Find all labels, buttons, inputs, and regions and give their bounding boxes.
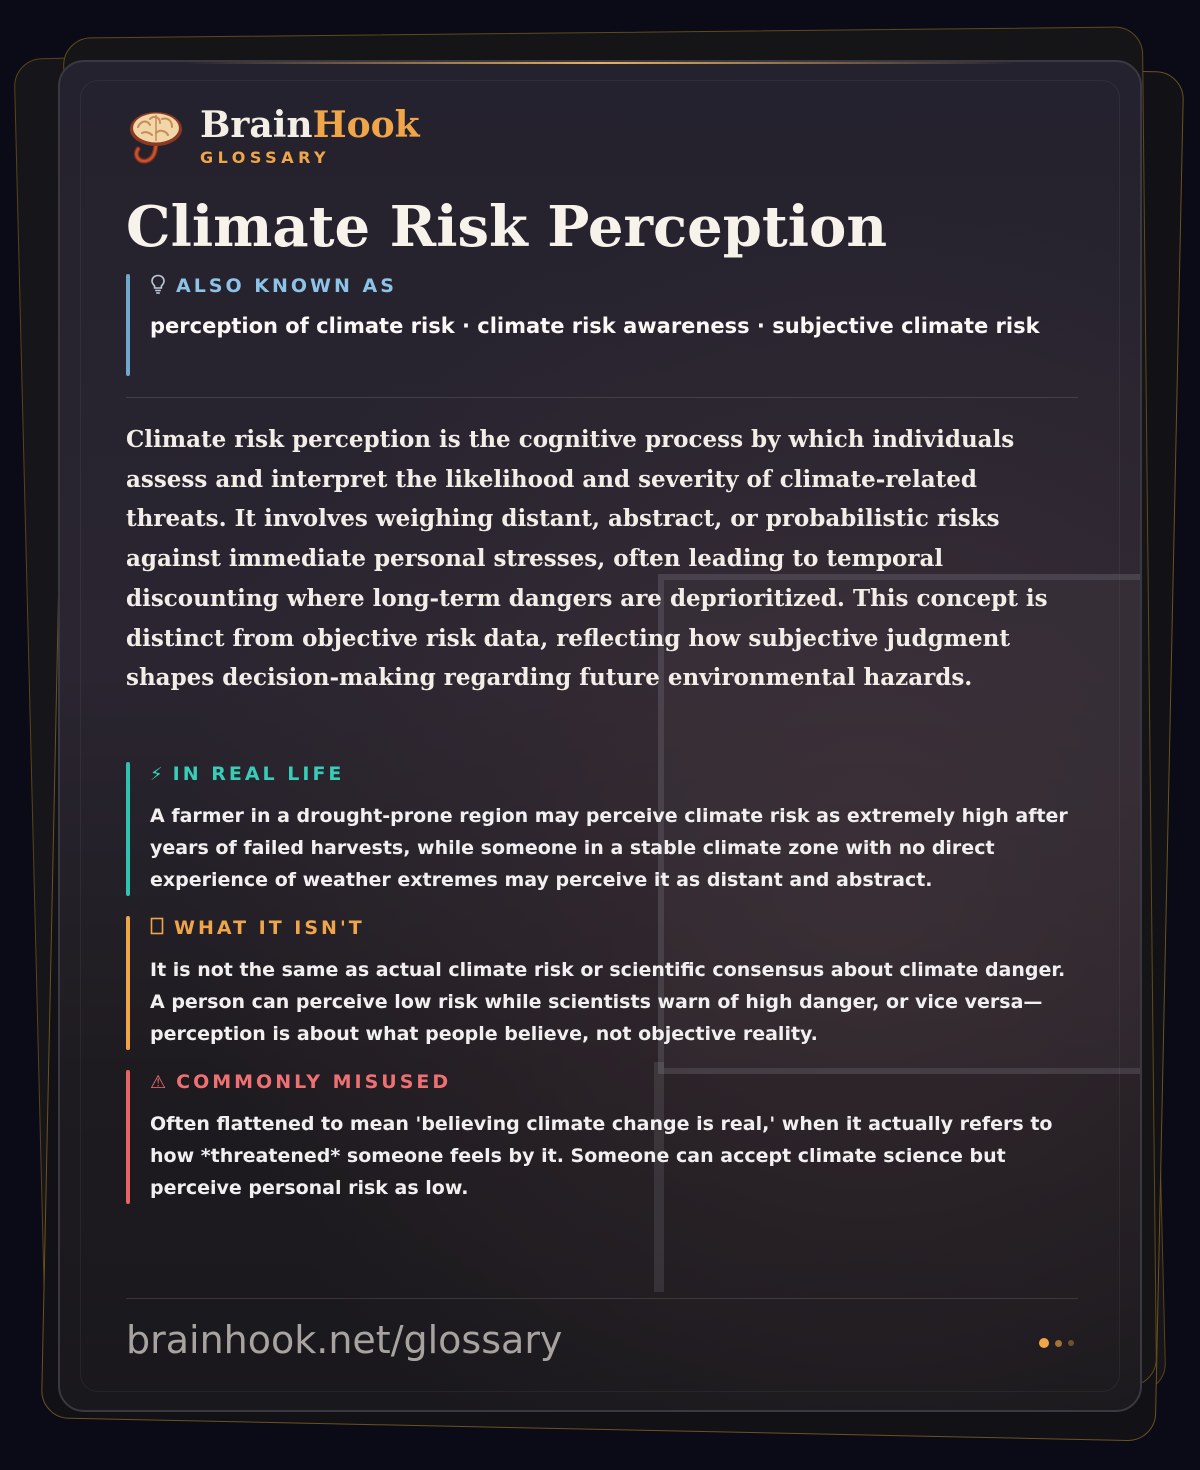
in-real-life-section <box>126 762 1078 896</box>
commonly-misused-label-text: COMMONLY MISUSED <box>176 1071 452 1093</box>
in-real-life-label-text: IN REAL LIFE <box>172 763 345 785</box>
commonly-misused-accent-bar <box>126 1070 130 1204</box>
in-real-life-text: A farmer in a drought-prone region may perceive climate risk as extremely high after years of failed harvests, while someone in a stable climate zone with no direct experience of weather extremes may perceive it as distant and abstract. <box>150 805 1068 891</box>
also-known-as-label-text: ALSO KNOWN AS <box>176 275 397 297</box>
brand-header <box>126 106 420 167</box>
what-it-isnt-label <box>150 916 1078 940</box>
also-known-as-text: perception of climate risk · climate risk awareness · subjective climate risk <box>150 314 1040 338</box>
what-it-isnt-label-text: WHAT IT ISN'T <box>174 917 365 939</box>
warning-icon: ⚠ <box>150 1071 167 1093</box>
commonly-misused-label <box>150 1070 1078 1094</box>
pagination-dot-active <box>1039 1338 1049 1348</box>
footer-url[interactable]: brainhook.net/glossary <box>126 1318 563 1362</box>
section-divider <box>126 397 1078 398</box>
in-real-life-label <box>150 762 1078 786</box>
lightning-icon: ⚡ <box>150 763 163 785</box>
pagination-dots <box>1033 1338 1074 1348</box>
what-it-isnt-section <box>126 916 1078 1050</box>
also-known-as-section <box>126 274 1078 376</box>
definition-text: Climate risk perception is the cognitive process by which individuals assess and interpret the likelihood and severity of climate-related threats. It involves weighing distant, abstract, or probabilistic risks against immediate personal stresses, often leading to temporal discounting where long-term dangers are deprioritized. This concept is distinct from objective risk data, reflecting how subjective judgment shapes decision-making regarding future environmental hazards. <box>126 426 1048 692</box>
pagination-dot <box>1068 1340 1074 1346</box>
commonly-misused-section <box>126 1070 1078 1204</box>
what-it-isnt-text: It is not the same as actual climate risk or scientific consensus about climate danger. A person can perceive low risk while scientists warn of high danger, or vice versa—perception is about what people believe, not objective reality. <box>150 959 1066 1045</box>
brand-name-hook: Hook <box>312 104 420 146</box>
commonly-misused-text: Often flattened to mean 'believing climate change is real,' when it actually refers to how *threatened* someone feels by it. Someone can accept climate science but perceive personal risk as low. <box>150 1113 1053 1199</box>
brain-hook-icon <box>126 107 186 167</box>
footer-divider <box>126 1298 1078 1299</box>
no-entry-icon <box>150 916 164 941</box>
also-known-as-label <box>150 274 1078 298</box>
in-real-life-accent-bar <box>126 762 130 896</box>
brand-name-brain: Brain <box>200 104 313 146</box>
what-it-isnt-accent-bar <box>126 916 130 1050</box>
glossary-card <box>58 60 1142 1412</box>
also-known-as-accent-bar <box>126 274 130 376</box>
brand-name <box>200 106 420 144</box>
pagination-dot <box>1055 1340 1062 1347</box>
term-title: Climate Risk Perception <box>126 194 888 260</box>
brand-subtitle: GLOSSARY <box>200 148 331 167</box>
lightbulb-icon <box>150 274 166 299</box>
